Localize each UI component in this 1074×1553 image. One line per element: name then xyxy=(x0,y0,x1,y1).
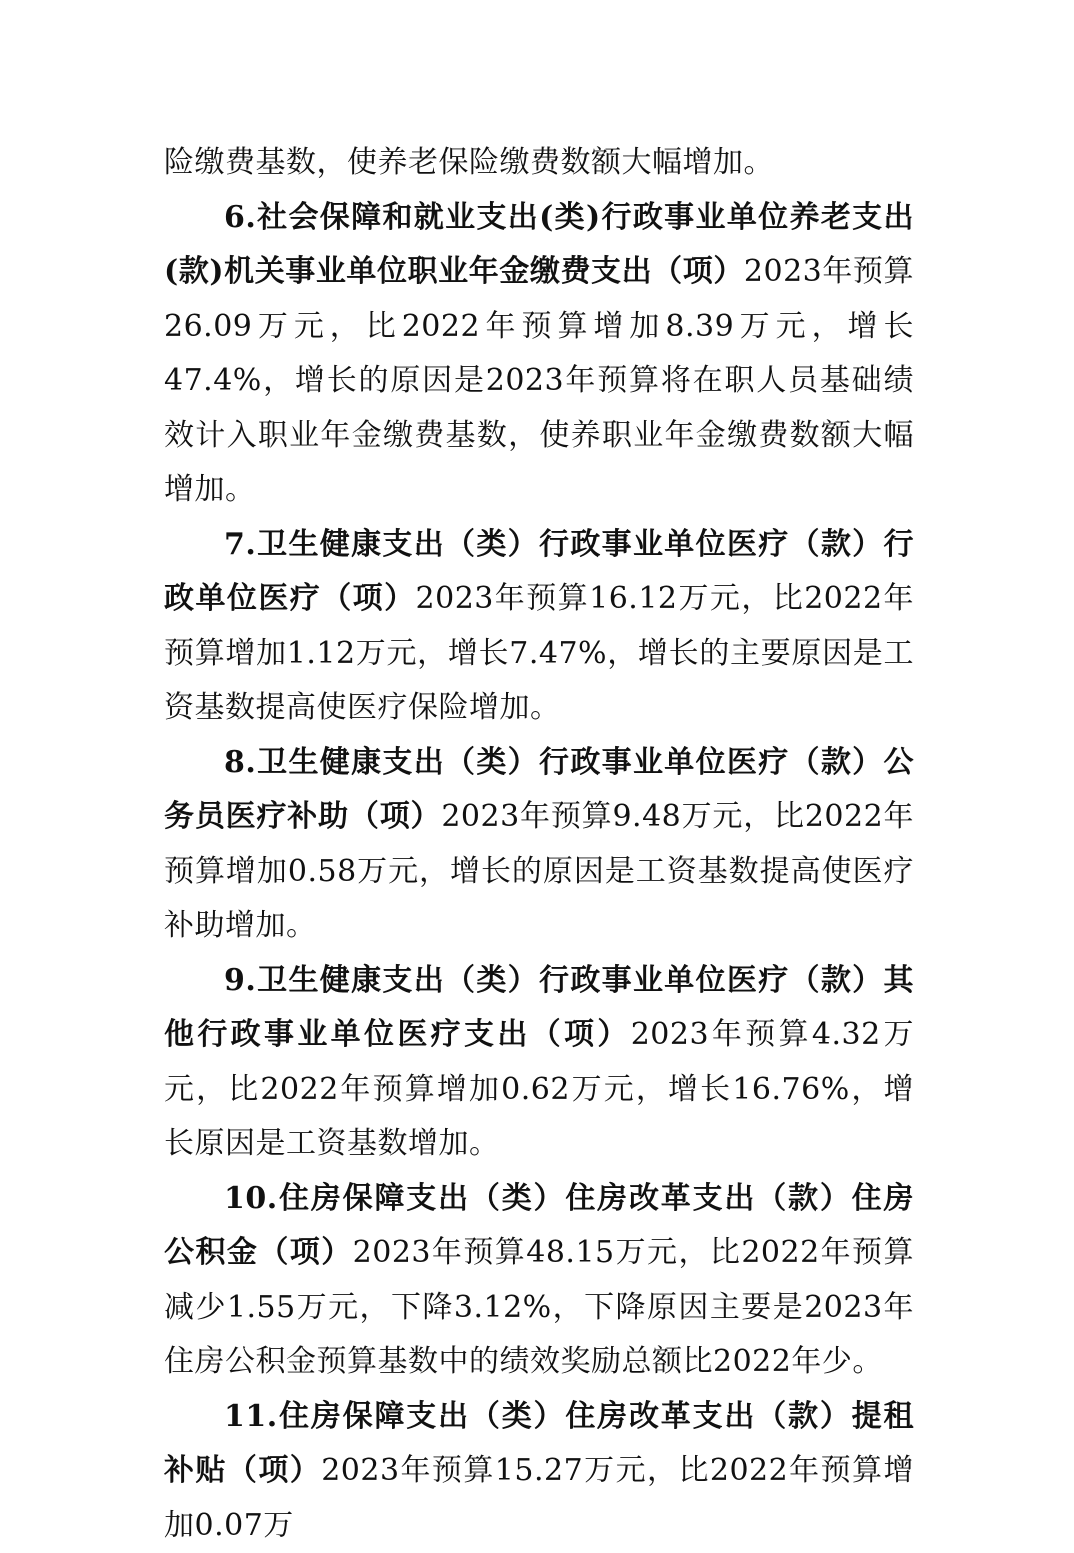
paragraph-body: 2023年预算48.15万元，比2022年预算减少1.55万元，下降3.12%，下降原因主要是2023年住房公积金预算基数中的绩效奖励总额比2022年少。 xyxy=(164,1235,914,1379)
paragraph-continuation xyxy=(164,136,914,191)
paragraph-heading: 9.卫生健康支出（类）行政事业单位医疗（款）其他行政事业单位医疗支出（项） xyxy=(164,963,914,1053)
paragraph-heading: 7.卫生健康支出（类）行政事业单位医疗（款）行政单位医疗（项） xyxy=(164,527,914,617)
paragraph-item-8 xyxy=(164,736,914,954)
paragraph-body: 2023年预算15.27万元，比2022年预算增加0.07万 xyxy=(164,1453,914,1543)
paragraph-item-6 xyxy=(164,191,914,518)
paragraph-body: 2023年预算26.09万元，比2022年预算增加8.39万元，增长47.4%，增长的原因是2023年预算将在职人员基础绩效计入职业年金缴费基数，使养职业年金缴费数额大幅增加。 xyxy=(164,254,914,507)
paragraph-item-9 xyxy=(164,954,914,1172)
paragraph-item-7 xyxy=(164,518,914,736)
paragraph-item-11 xyxy=(164,1390,914,1553)
paragraph-body: 2023年预算9.48万元，比2022年预算增加0.58万元，增长的原因是工资基数提高使医疗补助增加。 xyxy=(164,799,914,943)
paragraph-heading: 8.卫生健康支出（类）行政事业单位医疗（款）公务员医疗补助（项） xyxy=(164,745,914,835)
paragraph-item-10 xyxy=(164,1172,914,1390)
paragraph-body: 险缴费基数，使养老保险缴费数额大幅增加。 xyxy=(164,145,774,180)
paragraph-heading: 11.住房保障支出（类）住房改革支出（款）提租补贴（项） xyxy=(164,1399,914,1489)
paragraph-heading: 6.社会保障和就业支出(类)行政事业单位养老支出(款)机关事业单位职业年金缴费支出（项） xyxy=(164,200,914,290)
paragraph-heading: 10.住房保障支出（类）住房改革支出（款）住房公积金（项） xyxy=(164,1181,914,1271)
document-body xyxy=(164,136,914,1553)
paragraph-body: 2023年预算16.12万元，比2022年预算增加1.12万元，增长7.47%，增长的主要原因是工资基数提高使医疗保险增加。 xyxy=(164,581,914,725)
paragraph-body: 2023年预算4.32万元，比2022年预算增加0.62万元，增长16.76%，增长原因是工资基数增加。 xyxy=(164,1017,914,1161)
